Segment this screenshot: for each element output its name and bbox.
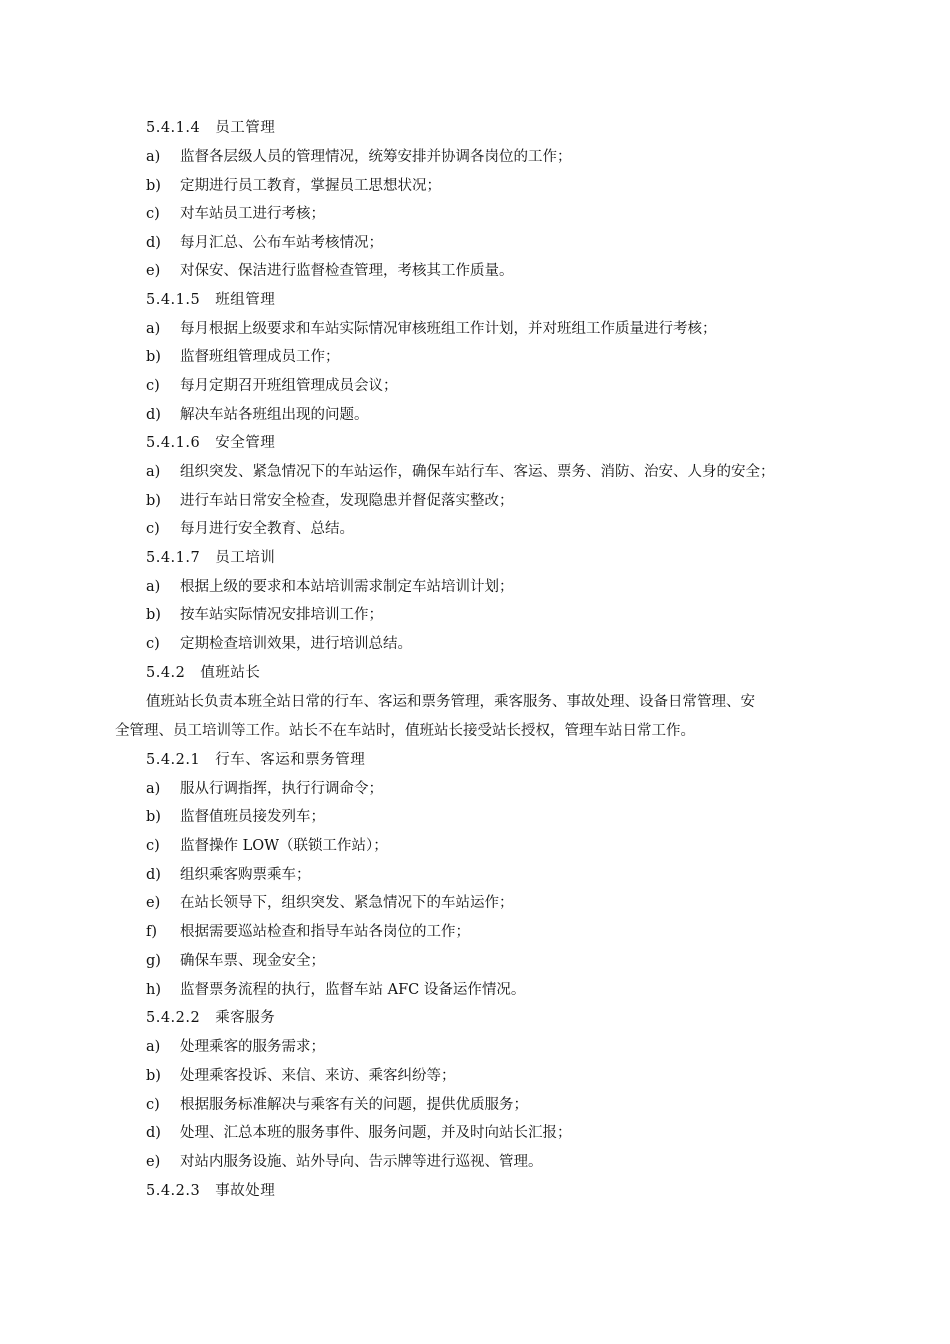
list-item — [146, 573, 514, 601]
list-item — [146, 630, 412, 658]
list-item — [146, 172, 441, 200]
item-label: g) — [146, 953, 161, 969]
item-label: e) — [146, 263, 161, 279]
item-text: 对站内服务设施、站外导向、告示牌等进行巡视、管理。 — [180, 1154, 543, 1170]
list-item — [146, 257, 514, 285]
list-item — [146, 343, 340, 371]
item-text: 进行车站日常安全检查，发现隐患并督促落实整改； — [180, 493, 514, 509]
list-item — [146, 229, 383, 257]
item-label: e) — [146, 895, 161, 911]
item-text: 根据服务标准解决与乘客有关的问题，提供优质服务； — [180, 1097, 528, 1113]
item-label: b) — [146, 607, 161, 623]
item-text: 组织乘客购票乘车； — [180, 867, 311, 883]
item-text: 处理乘客的服务需求； — [180, 1039, 325, 1055]
item-label: a) — [146, 149, 161, 165]
paragraph-line: 全管理、员工培训等工作。站长不在车站时，值班站长接受站长授权，管理车站日常工作。 — [115, 723, 695, 739]
list-item — [146, 1119, 572, 1147]
item-label: d) — [146, 407, 161, 423]
item-text: 监督操作 LOW（联锁工作站）； — [180, 838, 388, 854]
list-item — [146, 889, 514, 917]
list-item — [146, 803, 325, 831]
item-label: d) — [146, 235, 161, 251]
item-label: c) — [146, 378, 160, 394]
section-heading-5-4-1-7: 5.4.1.7 员工培训 — [146, 550, 276, 566]
item-text: 处理乘客投诉、来信、来访、乘客纠纷等； — [180, 1068, 456, 1084]
section-heading-5-4-1-5: 5.4.1.5 班组管理 — [146, 292, 276, 308]
item-label: e) — [146, 1154, 161, 1170]
list-item — [146, 372, 398, 400]
item-text: 处理、汇总本班的服务事件、服务问题，并及时向站长汇报； — [180, 1125, 572, 1141]
item-text: 监督班组管理成员工作； — [180, 349, 340, 365]
item-label: c) — [146, 636, 160, 652]
item-label: b) — [146, 1068, 161, 1084]
list-item — [146, 315, 717, 343]
list-item — [146, 1091, 528, 1119]
section-heading-5-4-1-4: 5.4.1.4 员工管理 — [146, 120, 276, 136]
list-item — [146, 143, 572, 171]
item-text: 确保车票、现金安全； — [180, 953, 325, 969]
item-text: 每月根据上级要求和车站实际情况审核班组工作计划，并对班组工作质量进行考核； — [180, 321, 717, 337]
item-label: a) — [146, 579, 161, 595]
item-label: d) — [146, 867, 161, 883]
item-text: 根据需要巡站检查和指导车站各岗位的工作； — [180, 924, 470, 940]
item-label: b) — [146, 178, 161, 194]
list-item — [146, 601, 383, 629]
section-heading-5-4-2-2: 5.4.2.2 乘客服务 — [146, 1010, 276, 1026]
list-item — [146, 487, 514, 515]
item-text: 对车站员工进行考核； — [180, 206, 325, 222]
list-item — [146, 1062, 456, 1090]
list-item — [146, 976, 525, 1004]
list-item — [146, 1148, 543, 1176]
list-item — [146, 515, 354, 543]
item-text: 解决车站各班组出现的问题。 — [180, 407, 369, 423]
item-text: 定期检查培训效果，进行培训总结。 — [180, 636, 412, 652]
item-text: 监督值班员接发列车； — [180, 809, 325, 825]
item-label: a) — [146, 464, 161, 480]
list-item — [146, 918, 470, 946]
item-text: 按车站实际情况安排培训工作； — [180, 607, 383, 623]
item-label: a) — [146, 1039, 161, 1055]
item-text: 组织突发、紧急情况下的车站运作，确保车站行车、客运、票务、消防、治安、人身的安全； — [180, 464, 775, 480]
item-text: 在站长领导下，组织突发、紧急情况下的车站运作； — [180, 895, 514, 911]
list-item — [146, 832, 388, 860]
item-label: c) — [146, 521, 160, 537]
item-text: 根据上级的要求和本站培训需求制定车站培训计划； — [180, 579, 514, 595]
item-label: c) — [146, 206, 160, 222]
paragraph-line: 值班站长负责本班全站日常的行车、客运和票务管理，乘客服务、事故处理、设备日常管理、安 — [146, 694, 755, 710]
item-label: c) — [146, 1097, 160, 1113]
item-text: 服从行调指挥，执行行调命令； — [180, 781, 383, 797]
item-text: 定期进行员工教育，掌握员工思想状况； — [180, 178, 441, 194]
list-item — [146, 401, 369, 429]
list-item — [146, 200, 325, 228]
list-item — [146, 458, 775, 486]
list-item — [146, 947, 325, 975]
item-text: 每月定期召开班组管理成员会议； — [180, 378, 398, 394]
section-heading-5-4-2: 5.4.2 值班站长 — [146, 665, 261, 681]
item-label: c) — [146, 838, 160, 854]
item-text: 每月进行安全教育、总结。 — [180, 521, 354, 537]
item-text: 对保安、保洁进行监督检查管理，考核其工作质量。 — [180, 263, 514, 279]
item-label: b) — [146, 493, 161, 509]
section-heading-5-4-2-1: 5.4.2.1 行车、客运和票务管理 — [146, 752, 366, 768]
item-text: 监督各层级人员的管理情况，统筹安排并协调各岗位的工作； — [180, 149, 572, 165]
item-label: d) — [146, 1125, 161, 1141]
section-heading-5-4-1-6: 5.4.1.6 安全管理 — [146, 435, 276, 451]
list-item — [146, 1033, 325, 1061]
item-label: f) — [146, 924, 158, 940]
item-label: a) — [146, 781, 161, 797]
item-label: h) — [146, 982, 161, 998]
item-label: b) — [146, 349, 161, 365]
item-label: a) — [146, 321, 161, 337]
item-label: b) — [146, 809, 161, 825]
item-text: 监督票务流程的执行，监督车站 AFC 设备运作情况。 — [180, 982, 526, 998]
list-item — [146, 861, 311, 889]
item-text: 每月汇总、公布车站考核情况； — [180, 235, 383, 251]
section-heading-5-4-2-3: 5.4.2.3 事故处理 — [146, 1183, 276, 1199]
list-item — [146, 775, 383, 803]
